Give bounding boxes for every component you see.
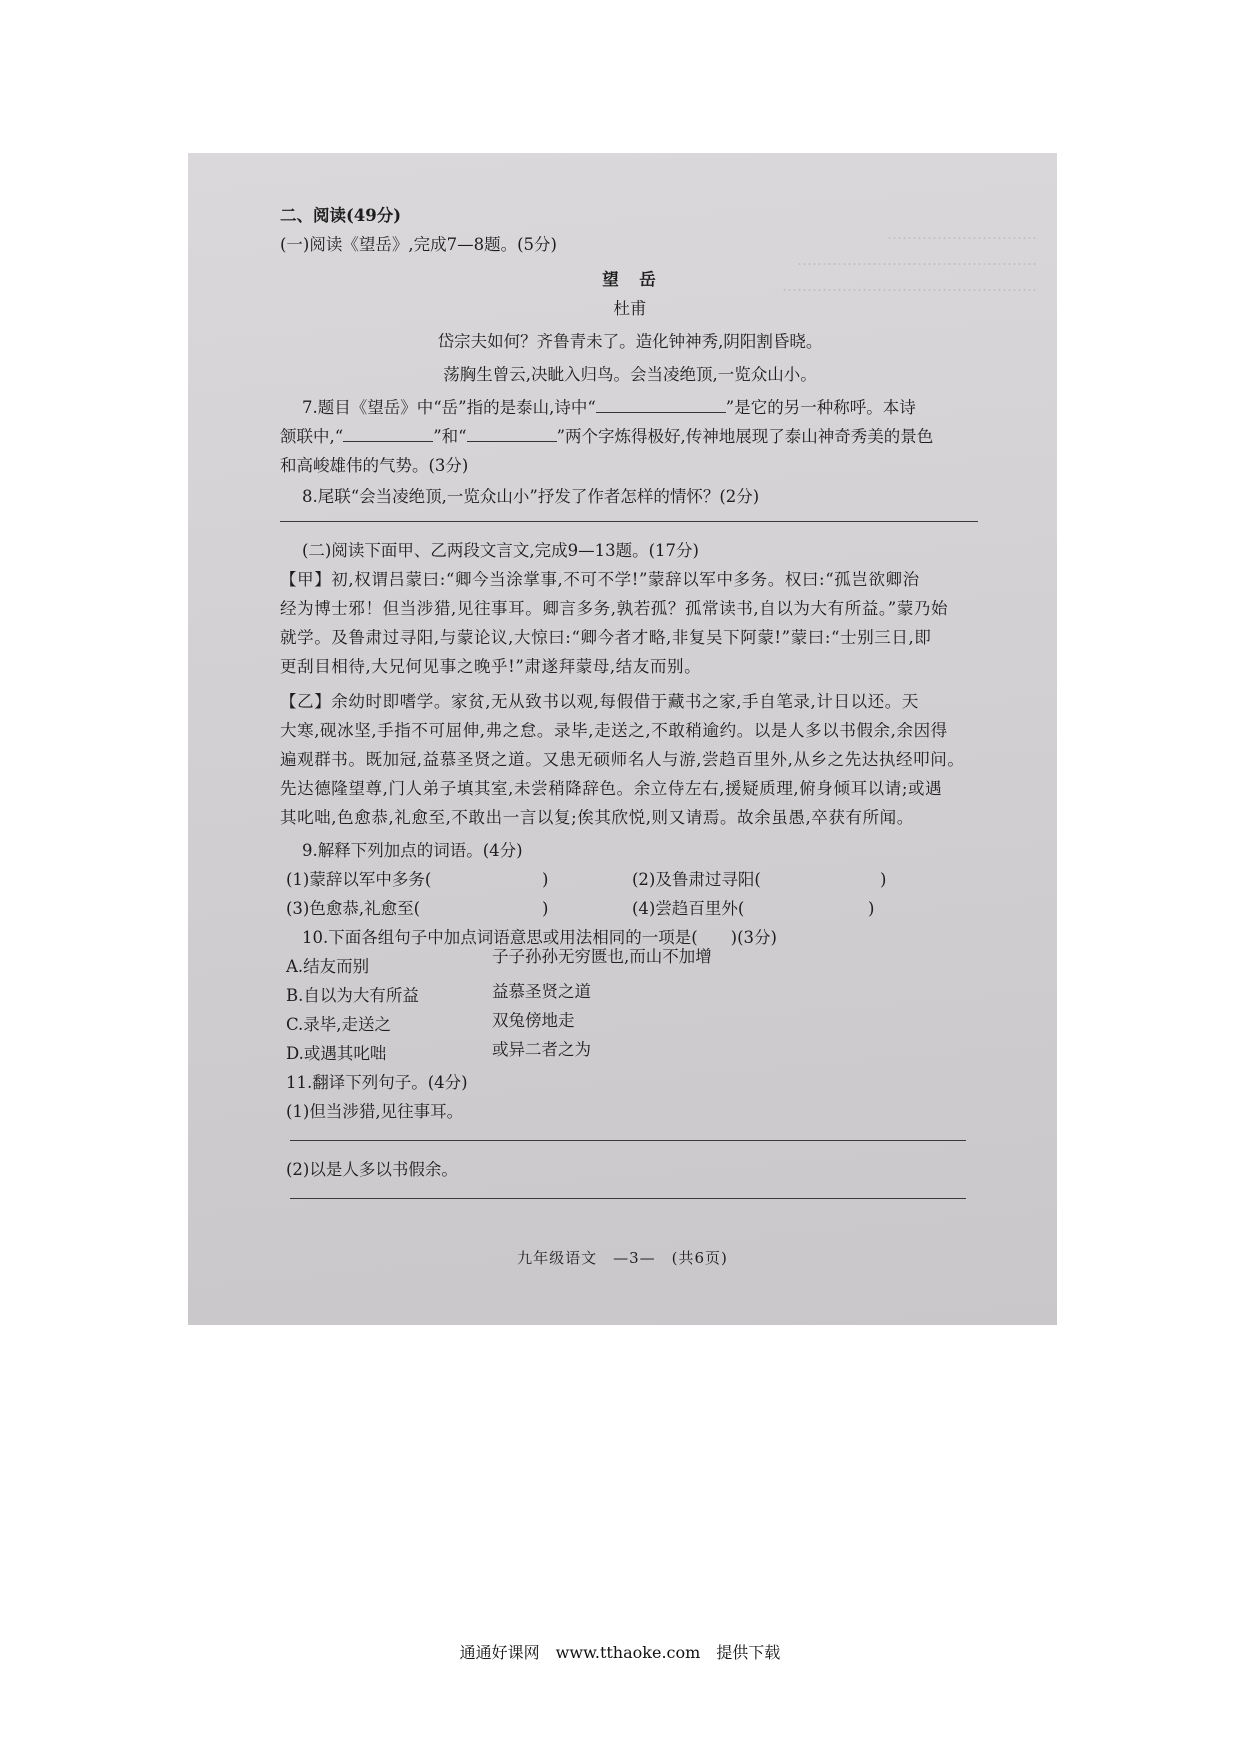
q9-row-2	[280, 894, 980, 923]
passage-yi-line: 先达德隆望尊,门人弟子填其室,未尝稍降辞色。余立侍左右,援疑质理,俯身倾耳以请;或遇	[280, 779, 943, 798]
q9-item-1-close[interactable]: )	[542, 870, 549, 889]
passage-yi	[280, 687, 980, 832]
q7-blank-2[interactable]	[343, 425, 433, 442]
part1-heading: (一)阅读《望岳》,完成7—8题。(5分)	[280, 235, 557, 254]
passage-yi-line: 大寒,砚冰坚,手指不可屈伸,弗之怠。录毕,走送之,不敢稍逾约。以是人多以书假余,余因得	[280, 721, 948, 740]
passage-yi-line: 遍观群书。既加冠,益慕圣贤之道。又患无硕师名人与游,尝趋百里外,从乡之先达执经叩问。	[280, 750, 965, 769]
q9-item-3-close[interactable]: )	[542, 899, 549, 918]
poem-line: 岱宗夫如何？齐鲁青未了。造化钟神秀,阴阳割昏晓。	[437, 332, 823, 351]
passage-jia-line: 经为博士邪！但当涉猎,见往事耳。卿言多务,孰若孤？孤常读书,自以为大有所益。”蒙乃始	[280, 599, 949, 618]
section-title: 二、阅读(49分)	[280, 206, 402, 225]
q9-item-4: (4)尝趋百里外(	[632, 899, 745, 918]
q10-option-b-left: B.自以为大有所益	[286, 986, 419, 1005]
passage-jia	[280, 565, 980, 681]
site-watermark-footer: 通通好课网 www.tthaoke.com 提供下载	[459, 1643, 781, 1662]
question-10-title: 10.下面各组句子中加点词语意思或用法相同的一项是( )(3分)	[302, 928, 777, 947]
q10-option-c[interactable]	[280, 1010, 980, 1039]
question-8: 8.尾联“会当凌绝顶,一览众山小”抒发了作者怎样的情怀？(2分)	[302, 487, 760, 506]
passage-jia-line: 【甲】初,权谓吕蒙曰:“卿今当涂掌事,不可不学!”蒙辞以军中多务。权曰:“孤岂欲卿治	[280, 570, 920, 589]
q11-sentence-2: (2)以是人多以书假余。	[286, 1160, 458, 1179]
bleed-through-text-2: …………………………………………	[797, 251, 1037, 269]
q9-item-4-close[interactable]: )	[868, 899, 875, 918]
q7-text-c: 颔联中,“	[280, 427, 344, 446]
part2-heading: (二)阅读下面甲、乙两段文言文,完成9—13题。(17分)	[302, 541, 699, 560]
q10-option-b[interactable]	[280, 981, 980, 1010]
question-9-title: 9.解释下列加点的词语。(4分)	[302, 841, 523, 860]
q9-item-2-close[interactable]: )	[880, 870, 887, 889]
q7-text-d: ”和“	[433, 427, 467, 446]
q11-answer-line-2[interactable]	[290, 1184, 966, 1199]
question-7-line-1	[280, 393, 980, 422]
q10-option-d-right: 或异二者之为	[492, 1040, 591, 1059]
q9-item-3: (3)色愈恭,礼愈至(	[286, 899, 421, 918]
q7-text-a: 7.题目《望岳》中“岳”指的是泰山,诗中“	[302, 398, 596, 417]
q10-option-a-right: 子子孙孙无穷匮也,而山不加增	[492, 947, 712, 966]
q7-blank-3[interactable]	[467, 425, 557, 442]
exam-content	[280, 201, 980, 1213]
question-7-line-3: 和高峻雄伟的气势。(3分)	[280, 456, 469, 475]
passage-yi-line: 【乙】余幼时即嗜学。家贫,无从致书以观,每假借于藏书之家,手自笔录,计日以还。天	[280, 692, 919, 711]
bleed-through-text-3: ……………………………………………	[782, 277, 1037, 295]
page-number-footer: 九年级语文 —3— (共6页)	[517, 1249, 728, 1267]
q10-option-d[interactable]	[280, 1039, 980, 1068]
q8-answer-line[interactable]	[280, 511, 978, 522]
passage-jia-line: 就学。及鲁肃过寻阳,与蒙论议,大惊曰:“卿今者才略,非复吴下阿蒙!”蒙曰:“士别三日,即	[280, 628, 932, 647]
q7-text-e: ”两个字炼得极好,传神地展现了泰山神奇秀美的景色	[556, 427, 934, 446]
q10-option-c-left: C.录毕,走送之	[286, 1015, 392, 1034]
q10-option-b-right: 益慕圣贤之道	[492, 982, 591, 1001]
q7-blank-1[interactable]	[596, 396, 726, 413]
poem-line: 荡胸生曾云,决眦入归鸟。会当凌绝顶,一览众山小。	[443, 365, 817, 384]
q10-option-a-left: A.结友而别	[286, 957, 370, 976]
q7-text-b: ”是它的另一种称呼。本诗	[725, 398, 916, 417]
question-7-line-2	[280, 422, 980, 451]
q11-answer-line-1[interactable]	[290, 1126, 966, 1141]
q10-option-c-right: 双兔傍地走	[492, 1011, 575, 1030]
bleed-through-text-1: …………………………	[887, 225, 1037, 243]
scanned-exam-photo	[188, 153, 1057, 1325]
poem-author: 杜甫	[613, 299, 647, 318]
q9-item-2: (2)及鲁肃过寻阳(	[632, 870, 761, 889]
q9-item-1: (1)蒙辞以军中多务(	[286, 870, 432, 889]
passage-jia-line: 更刮目相待,大兄何见事之晚乎!”肃遂拜蒙母,结友而别。	[280, 657, 702, 676]
question-11-title: 11.翻译下列句子。(4分)	[286, 1073, 468, 1092]
q10-option-a[interactable]	[280, 947, 980, 981]
q9-row-1	[280, 865, 980, 894]
q11-sentence-1: (1)但当涉猎,见往事耳。	[286, 1102, 464, 1121]
passage-yi-line: 其叱咄,色愈恭,礼愈至,不敢出一言以复;俟其欣悦,则又请焉。故余虽愚,卒获有所闻。	[280, 808, 914, 827]
q10-option-d-left: D.或遇其叱咄	[286, 1044, 387, 1063]
poem-title: 望 岳	[602, 270, 658, 289]
